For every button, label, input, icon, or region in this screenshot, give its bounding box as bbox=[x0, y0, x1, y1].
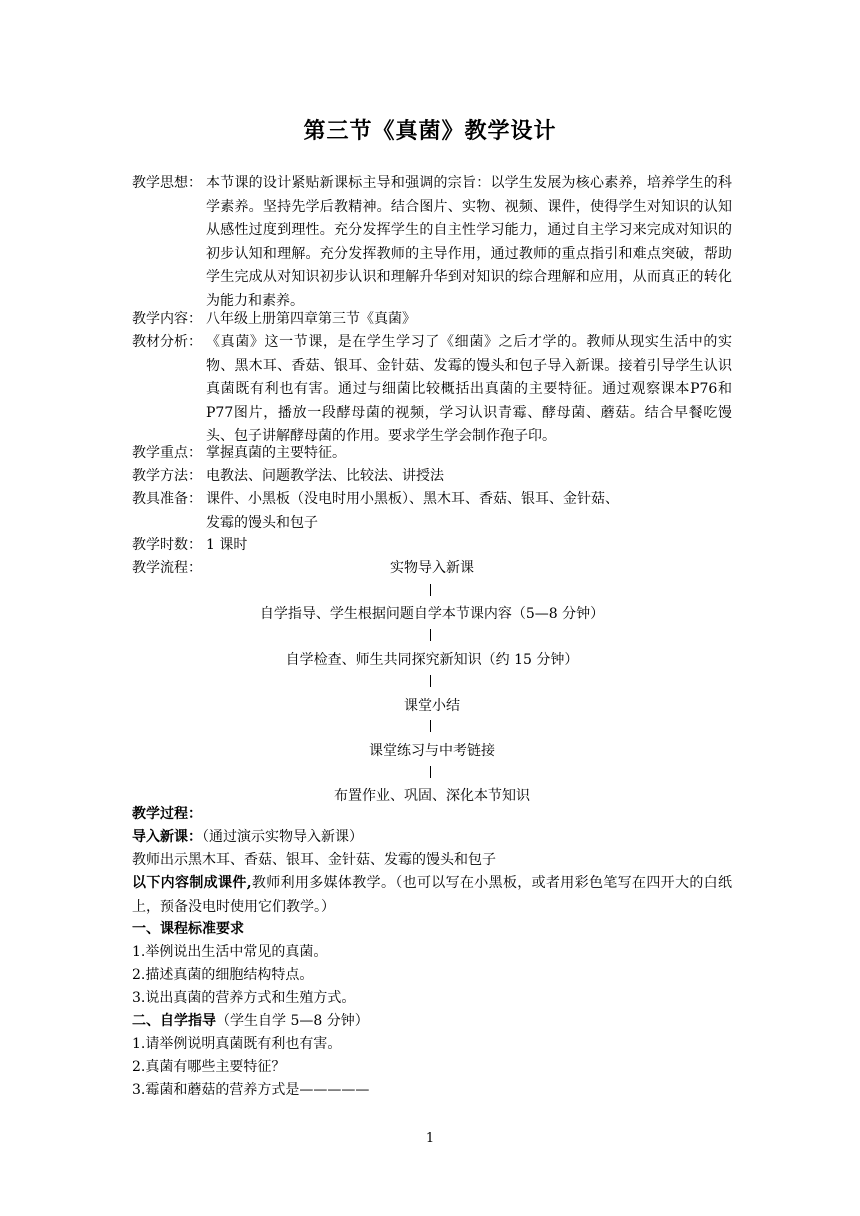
section-label: 教学流程： bbox=[132, 560, 202, 576]
section-label: 教学方法： bbox=[132, 468, 202, 484]
section-text-2: 发霉的馒头和包子 bbox=[206, 514, 318, 531]
flow-connector bbox=[430, 720, 431, 732]
section-label: 教材分析： bbox=[132, 334, 202, 350]
part2-title: 二、自学指导 bbox=[132, 1013, 216, 1029]
part2-item-1: 1.请举例说明真菌既有利也有害。 bbox=[132, 1036, 342, 1052]
section-label: 教学重点： bbox=[132, 445, 202, 461]
section-text: 课件、小黑板（没电时用小黑板）、黑木耳、香菇、银耳、金针菇、 bbox=[206, 491, 619, 507]
section-text: 本节课的设计紧贴新课标主导和强调的宗旨：以学生发展为核心素养，培养学生的科学素养。坚持先学后教精神。结合图片、实物、视频、课件，使得学生对知识的认知从感性过度到理性。充分发挥学生的自主性学习能力，通过自主学习来完成对知识的初步认知和理解。充分发挥教师的主导作用，通过教师的重点指引和难点突破，帮助学生完成从对知识初步认识和理解升华到对知识的综合理解和应用，从而真正的转化为能力和素养。 bbox=[206, 175, 732, 309]
section-text: 八年级上册第四章第三节《真菌》 bbox=[206, 311, 416, 327]
page-title: 第三节《真菌》教学设计 bbox=[303, 118, 557, 144]
section-text: 电教法、问题教学法、比较法、讲授法 bbox=[206, 468, 444, 484]
part2-item-3: 3.霉菌和蘑菇的营养方式是————— bbox=[132, 1082, 370, 1098]
courseware-text: 教师利用多媒体教学。（也可以写在小黑板，或者用彩色笔写在四开大的白纸上，预备没电时使用它们教学。） bbox=[132, 875, 733, 915]
section-text: 1 课时 bbox=[206, 537, 248, 553]
section-material-analysis bbox=[132, 331, 732, 449]
flow-step-1: 实物导入新课 bbox=[390, 560, 474, 576]
part2-item-2: 2.真菌有哪些主要特征？ bbox=[132, 1059, 286, 1075]
part2-note: （学生自学 5—8 分钟） bbox=[216, 1013, 369, 1029]
flow-connector bbox=[430, 675, 431, 687]
section-text: 掌握真菌的主要特征。 bbox=[206, 445, 346, 461]
flow-step-6: 布置作业、巩固、深化本节知识 bbox=[334, 788, 530, 804]
intro-text: （通过演示实物导入新课） bbox=[202, 829, 363, 845]
section-teaching-idea bbox=[132, 172, 732, 313]
flow-connector bbox=[430, 766, 431, 778]
section-teaching-content bbox=[132, 308, 732, 332]
part1-item-3: 3.说出真菌的营养方式和生殖方式。 bbox=[132, 990, 356, 1006]
courseware-label: 以下内容制成课件, bbox=[132, 875, 252, 891]
intro-line bbox=[132, 826, 363, 850]
process-heading: 教学过程： bbox=[132, 806, 202, 822]
flow-step-4: 课堂小结 bbox=[404, 698, 460, 714]
section-tools bbox=[132, 488, 732, 535]
flow-step-3: 自学检查、师生共同探究新知识（约 15 分钟） bbox=[285, 652, 579, 668]
part1-item-2: 2.描述真菌的细胞结构特点。 bbox=[132, 967, 314, 983]
flow-step-2: 自学指导、学生根据问题自学本节课内容（5—8 分钟） bbox=[259, 606, 605, 622]
section-hours bbox=[132, 534, 732, 558]
section-text: 《真菌》这一节课，是在学生学习了《细菌》之后才学的。教师从现实生活中的实物、黑木耳、香菇、银耳、金针菇、发霉的馒头和包子导入新课。接着引导学生认识真菌既有利也有害。通过与细菌比较概括出真菌的主要特征。通过观察课本P76和P77图片，播放一段酵母菌的视频，学习认识青霉、酵母菌、蘑菇。结合早餐吃馒头、包子讲解酵母菌的作用。要求学生学会制作孢子印。 bbox=[206, 334, 732, 444]
part2-title-line bbox=[132, 1010, 369, 1034]
teaching-flowchart bbox=[132, 557, 732, 804]
section-method bbox=[132, 465, 732, 489]
part1-title: 一、课程标准要求 bbox=[132, 921, 244, 937]
courseware-note bbox=[132, 872, 732, 919]
section-label: 教学时数： bbox=[132, 537, 202, 553]
flow-connector bbox=[430, 584, 431, 596]
section-label: 教具准备： bbox=[132, 491, 202, 507]
section-label: 教学思想： bbox=[132, 175, 202, 191]
section-key-point bbox=[132, 442, 732, 466]
flow-connector bbox=[430, 629, 431, 641]
page-number: 1 bbox=[425, 1131, 435, 1146]
flow-step-5: 课堂练习与中考链接 bbox=[369, 743, 495, 759]
process-line-1: 教师出示黑木耳、香菇、银耳、金针菇、发霉的馒头和包子 bbox=[132, 852, 496, 868]
section-label: 教学内容： bbox=[132, 311, 202, 327]
intro-label: 导入新课： bbox=[132, 829, 202, 845]
part1-item-1: 1.举例说出生活中常见的真菌。 bbox=[132, 944, 328, 960]
